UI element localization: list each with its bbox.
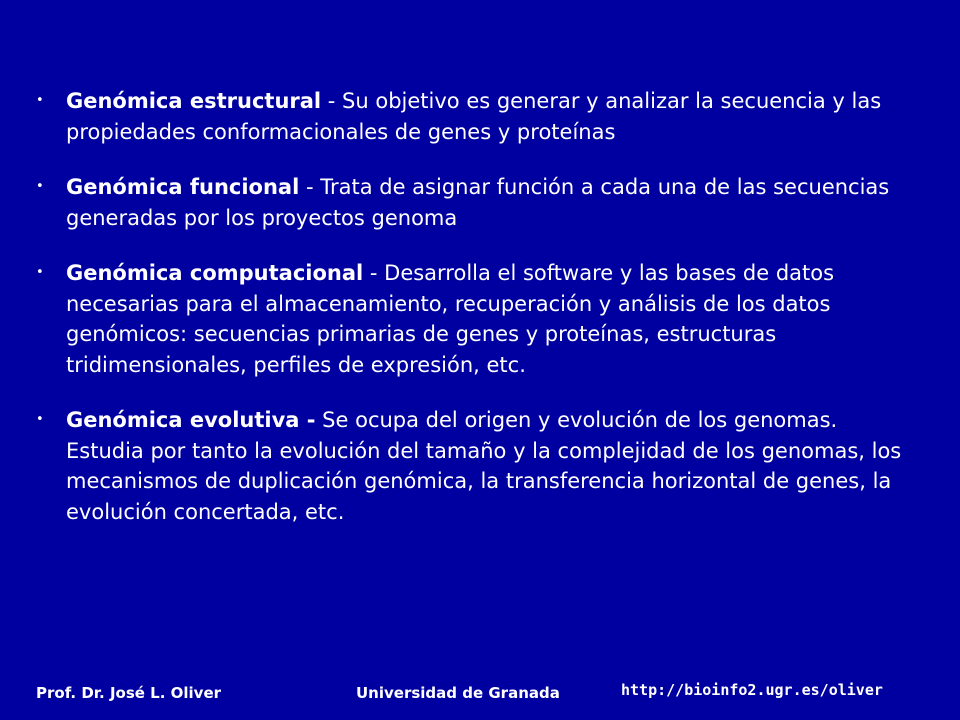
footer-url[interactable]: http://bioinfo2.ugr.es/oliver (621, 681, 883, 699)
footer-author: Prof. Dr. José L. Oliver (36, 684, 222, 702)
footer-university: Universidad de Granada (356, 684, 560, 702)
bullet-term: Genómica computacional (66, 261, 364, 285)
bullet-icon: • (36, 179, 44, 194)
bullet-text: - Trata de asignar función a cada una de las secuencias generadas por los proyectos genoma (66, 175, 890, 230)
bullet-item-structural (36, 86, 916, 147)
bullet-text: - Desarrolla el software y las bases de datos necesarias para el almacenamiento, recuperación y análisis de los datos genómicos: secuencias primarias de genes y proteínas, estructuras tridimensionales, perfiles de expresión, etc. (66, 261, 835, 377)
bullet-term: Genómica estructural (66, 89, 322, 113)
bullet-text: - Su objetivo es generar y analizar la secuencia y las propiedades conformacionales de genes y proteínas (66, 89, 882, 144)
bullet-term: Genómica evolutiva - (66, 408, 316, 432)
bullet-term: Genómica funcional (66, 175, 300, 199)
bullet-icon: • (36, 93, 44, 108)
bullet-icon: • (36, 265, 44, 280)
bullet-item-evolutionary (36, 405, 916, 527)
bullet-icon: • (36, 412, 44, 427)
bullet-text: Se ocupa del origen y evolución de los genomas. Estudia por tanto la evolución del tamaño y la complejidad de los genomas, los mecanismos de duplicación genómica, la transferencia horizontal de genes, la evolución concertada, etc. (66, 408, 902, 524)
bullet-item-functional (36, 172, 916, 233)
bullet-item-computational (36, 258, 916, 380)
bullet-list (36, 86, 916, 552)
